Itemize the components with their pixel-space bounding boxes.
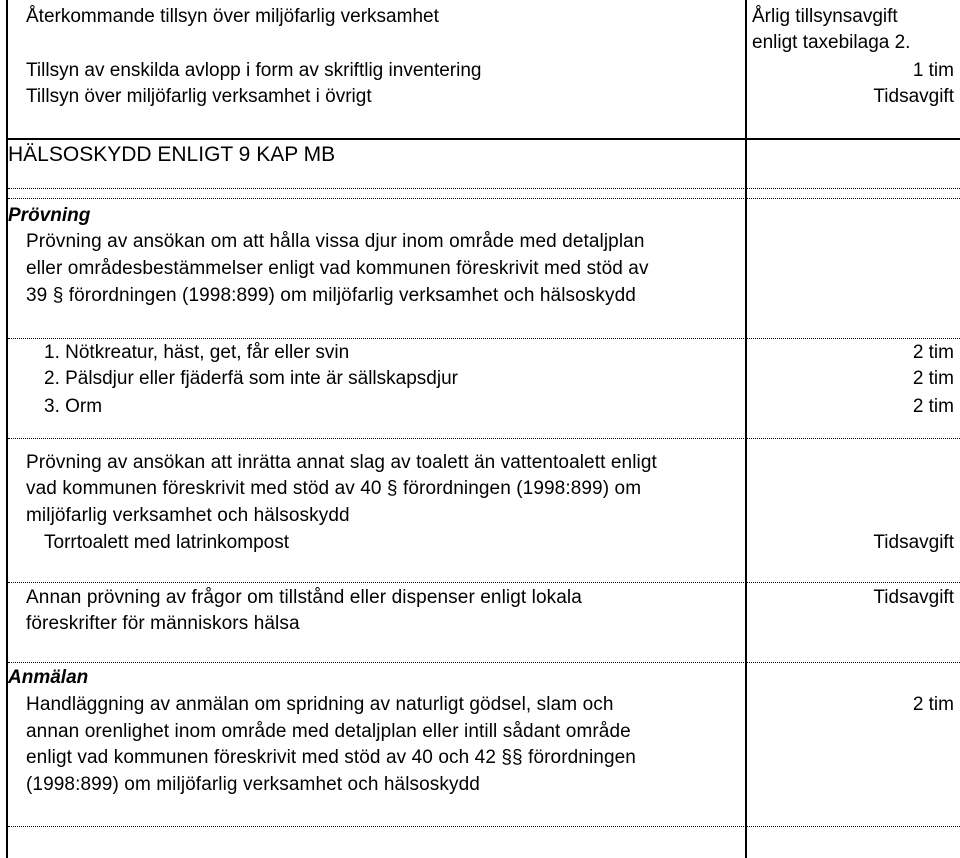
row-label: Tillsyn av enskilda avlopp i form av skriftlig inventering — [26, 60, 482, 81]
row-fee: Tidsavgift — [873, 86, 954, 107]
row-divider-dotted — [8, 338, 960, 339]
paragraph-line: enligt vad kommunen föreskrivit med stöd av 40 och 42 §§ förordningen — [26, 747, 636, 768]
section-heading: Prövning — [8, 205, 91, 226]
paragraph-line: eller områdesbestämmelser enligt vad kommunen föreskrivit med stöd av — [26, 258, 649, 279]
list-item: Torrtoalett med latrinkompost — [44, 532, 289, 553]
paragraph-line: Prövning av ansökan om att hålla vissa djur inom område med detaljplan — [26, 231, 645, 252]
row-fee: enligt taxebilaga 2. — [752, 32, 911, 53]
row-fee: Tidsavgift — [873, 587, 954, 608]
row-fee: 1 tim — [912, 60, 954, 81]
row-divider — [8, 138, 960, 140]
paragraph-line: Annan prövning av frågor om tillstånd eller dispenser enligt lokala — [26, 587, 582, 608]
row-divider-dotted — [8, 826, 960, 827]
list-item-fee: 2 tim — [912, 342, 954, 363]
left-border — [6, 0, 8, 858]
paragraph-line: miljöfarlig verksamhet och hälsoskydd — [26, 505, 350, 526]
row-label: Återkommande tillsyn över miljöfarlig verksamhet — [26, 6, 439, 27]
section-heading: Anmälan — [8, 667, 89, 688]
column-divider — [745, 0, 747, 858]
row-label: Tillsyn över miljöfarlig verksamhet i övrigt — [26, 86, 372, 107]
list-item-fee: 2 tim — [912, 368, 954, 389]
row-fee: Årlig tillsynsavgift — [752, 6, 898, 27]
row-divider-dotted — [8, 198, 960, 199]
list-item-fee: Tidsavgift — [873, 532, 954, 553]
list-item-fee: 2 tim — [912, 396, 954, 417]
paragraph-line: 39 § förordningen (1998:899) om miljöfarlig verksamhet och hälsoskydd — [26, 285, 636, 306]
row-divider-dotted — [8, 438, 960, 439]
paragraph-line: föreskrifter för människors hälsa — [26, 613, 300, 634]
paragraph-line: (1998:899) om miljöfarlig verksamhet och hälsoskydd — [26, 774, 480, 795]
paragraph-line: vad kommunen föreskrivit med stöd av 40 § förordningen (1998:899) om — [26, 478, 642, 499]
paragraph-line: annan orenlighet inom område med detaljplan eller intill sådant område — [26, 721, 631, 742]
list-item: 1. Nötkreatur, häst, get, får eller svin — [44, 342, 350, 363]
list-item: 3. Orm — [44, 396, 103, 417]
list-item: 2. Pälsdjur eller fjäderfä som inte är sällskapsdjur — [44, 368, 458, 389]
paragraph-line: Prövning av ansökan att inrätta annat slag av toalett än vattentoalett enligt — [26, 452, 657, 473]
row-divider-dotted — [8, 662, 960, 663]
row-fee: 2 tim — [912, 694, 954, 715]
row-divider-dotted — [8, 582, 960, 583]
row-divider-dotted — [8, 188, 960, 189]
section-title: HÄLSOSKYDD ENLIGT 9 KAP MB — [8, 143, 336, 166]
paragraph-line: Handläggning av anmälan om spridning av naturligt gödsel, slam och — [26, 694, 614, 715]
